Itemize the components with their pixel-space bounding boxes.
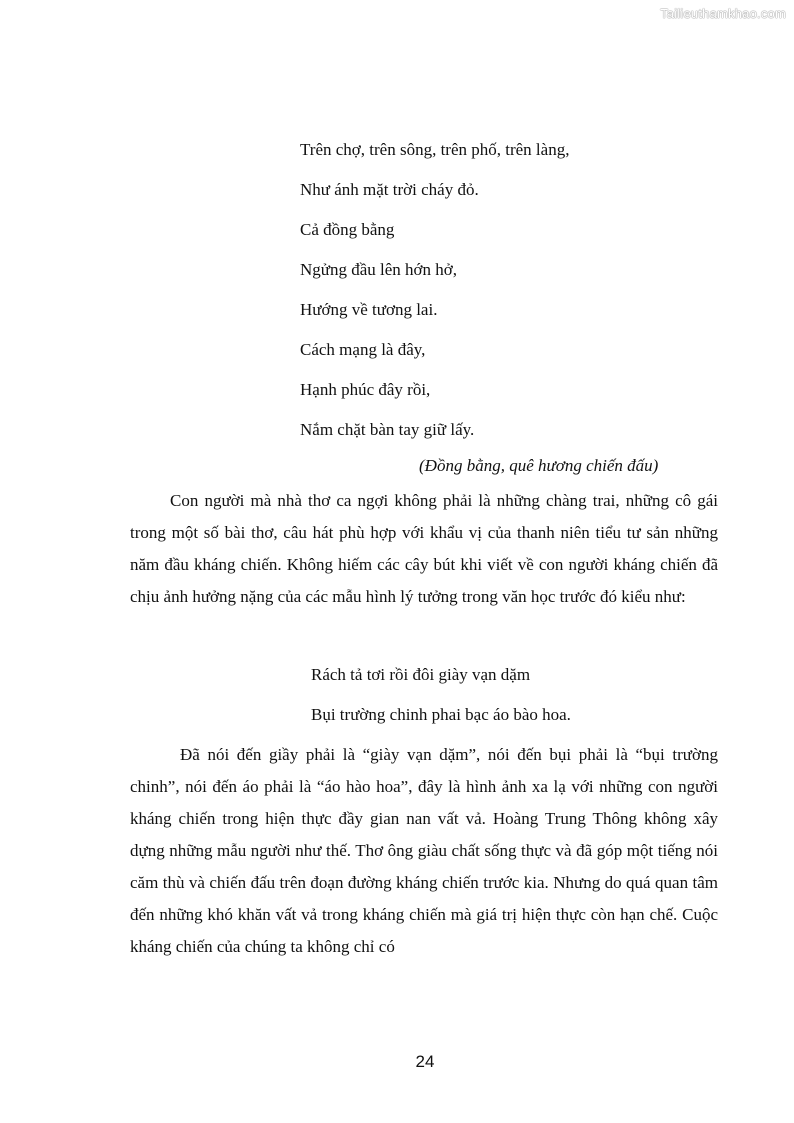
poem-line: Ngửng đầu lên hớn hở, (300, 260, 458, 279)
poem-line: Hạnh phúc đây rồi, (300, 380, 431, 399)
poem-citation: (Đồng bằng, quê hương chiến đấu) (419, 456, 659, 475)
poem-line: Trên chợ, trên sông, trên phố, trên làng, (300, 140, 570, 159)
poem-line: Cả đồng bằng (300, 220, 395, 239)
poem-line: Hướng về tương lai. (300, 300, 438, 319)
watermark-text: Tailieuthamkhao.com (660, 6, 786, 21)
poem-line: Cách mạng là đây, (300, 340, 426, 359)
poem-excerpt (300, 130, 720, 450)
poem-line: Như ánh mặt trời cháy đỏ. (300, 180, 479, 199)
poem-line: Nắm chặt bàn tay giữ lấy. (300, 420, 475, 439)
page-number: 24 (415, 1052, 435, 1071)
body-paragraph-2: Đã nói đến giầy phải là “giày vạn dặm”, nói đến bụi phải là “bụi trường chinh”, nói đến áo phải là “áo hào hoa”, đây là hình ảnh xa lạ với những con người kháng chiến trong hiện thực đầy gian nan vất vả. Hoàng Trung Thông không xây dựng những mẫu người như thế. Thơ ông giàu chất sống thực và đã góp một tiếng nói căm thù và chiến đấu trên đoạn đường kháng chiến trước kia. Nhưng do quá quan tâm đến những khó khăn vất vả trong kháng chiến mà giá trị hiện thực còn hạn chế. Cuộc kháng chiến của chúng ta không chỉ có (130, 745, 718, 956)
body-paragraph-1: Con người mà nhà thơ ca ngợi không phải là những chàng trai, những cô gái trong một số bài thơ, câu hát phù hợp với khẩu vị của thanh niên tiểu tư sản những năm đầu kháng chiến. Không hiếm các cây bút khi viết về con người kháng chiến đã chịu ảnh hưởng nặng của các mẫu hình lý tưởng trong văn học trước đó kiểu như: (130, 491, 718, 606)
quoted-verse-line-2: Bụi trường chinh phai bạc áo bào hoa. (311, 705, 571, 724)
quoted-verse-line-1: Rách tả tơi rồi đôi giày vạn dặm (311, 665, 531, 684)
